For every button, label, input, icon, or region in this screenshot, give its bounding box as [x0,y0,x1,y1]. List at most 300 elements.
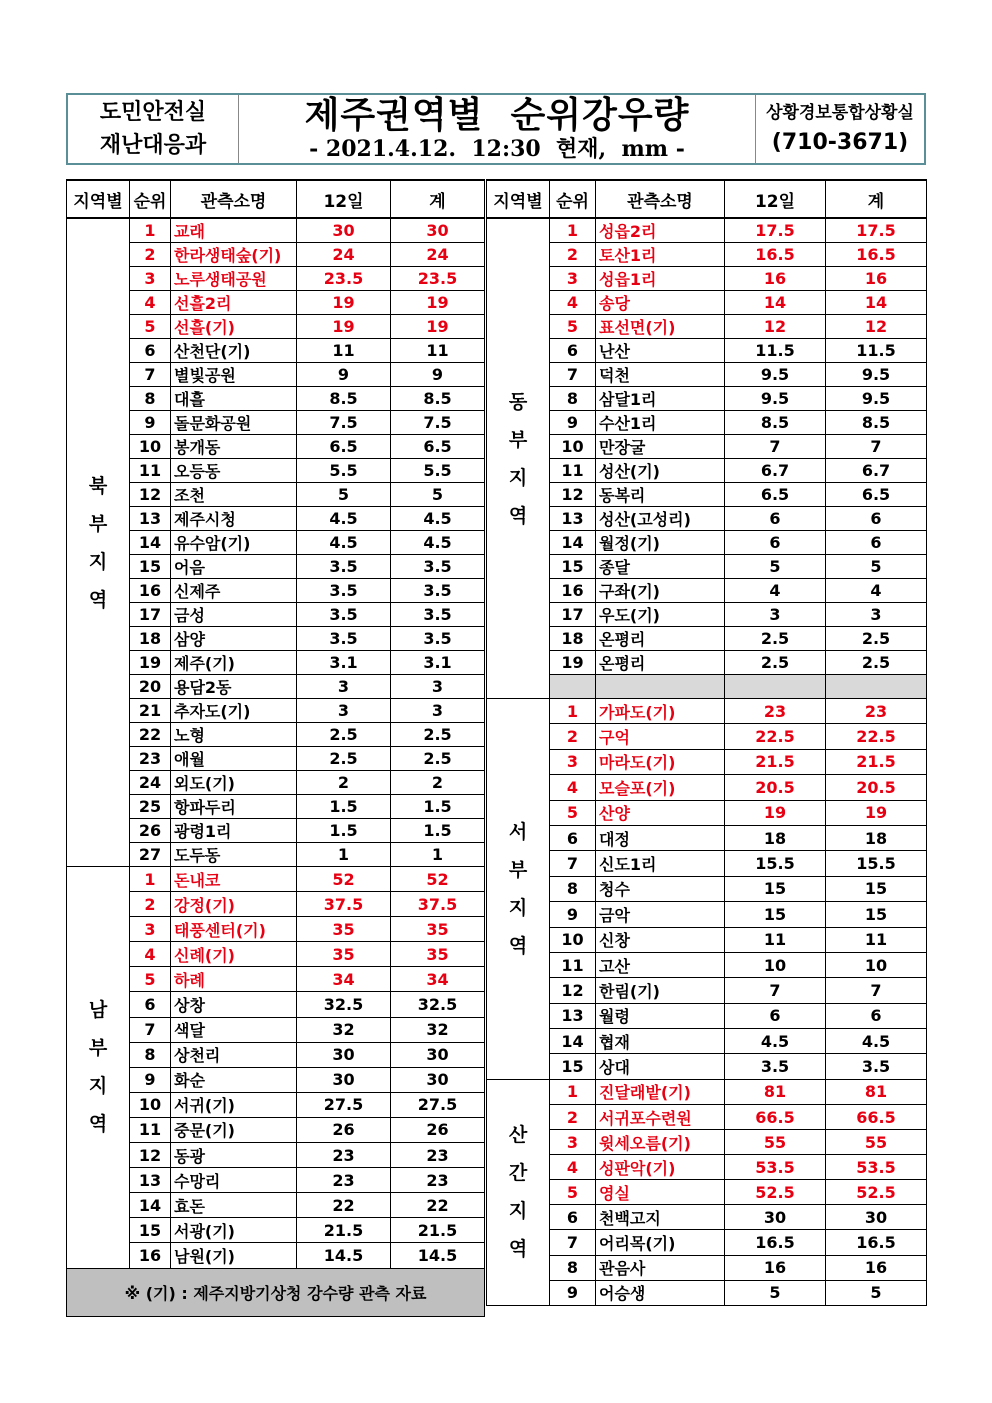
table-row [67,1243,485,1268]
station-cell: 모슬포(기) [596,775,725,800]
day-rain-cell: 6.5 [725,483,826,507]
day-rain-cell: 6.7 [725,459,826,483]
day-rain-cell: 9.5 [725,387,826,411]
station-cell: 금성 [171,603,297,627]
table-row [67,315,485,339]
total-rain-cell: 52 [391,867,485,892]
total-rain-cell: 4.5 [826,1029,927,1054]
total-rain-cell: 2.5 [826,627,927,651]
rank-cell: 14 [550,1029,596,1054]
total-rain-cell: 3.5 [391,603,485,627]
day-rain-cell: 4.5 [297,531,391,555]
total-rain-cell: 3.5 [391,579,485,603]
day-rain-cell: 4.5 [725,1029,826,1054]
total-rain-cell: 81 [826,1079,927,1104]
region-char: 동 [508,390,528,413]
table-row [67,387,485,411]
day-rain-cell: 35 [297,942,391,967]
day-rain-cell: 20.5 [725,775,826,800]
rank-cell: 2 [550,243,596,267]
left-rainfall-table [66,179,485,1317]
day-rain-cell: 11 [297,339,391,363]
col-station: 관측소명 [596,180,725,218]
table-row [487,1155,927,1180]
station-cell: 협재 [596,1029,725,1054]
station-cell: 돈내코 [171,867,297,892]
station-cell: 한림(기) [596,978,725,1003]
table-row [67,483,485,507]
mountain-region-label [487,1079,550,1305]
table-row [487,724,927,749]
station-cell: 효돈 [171,1193,297,1218]
rank-cell: 8 [130,1042,171,1067]
total-rain-cell: 6 [826,507,927,531]
rank-cell: 4 [550,775,596,800]
day-rain-cell: 34 [297,967,391,992]
day-rain-cell: 16 [725,1255,826,1280]
rank-cell: 10 [130,1092,171,1117]
rank-cell: 13 [130,1168,171,1193]
total-rain-cell: 32 [391,1017,485,1042]
rank-cell: 3 [550,267,596,291]
table-row [487,825,927,850]
rank-cell: 4 [550,291,596,315]
total-rain-cell: 32.5 [391,992,485,1017]
station-cell: 별빛공원 [171,363,297,387]
station-cell: 진달래밭(기) [596,1079,725,1104]
table-row [487,339,927,363]
total-rain-cell: 10 [826,952,927,977]
total-rain-cell: 2.5 [391,747,485,771]
col-day: 12일 [297,180,391,218]
total-rain-cell: 6.5 [391,435,485,459]
table-row [67,771,485,795]
table-row [67,651,485,675]
day-rain-cell: 3.5 [725,1054,826,1079]
rank-cell: 9 [550,902,596,927]
total-rain-cell: 12 [826,315,927,339]
rank-cell: 5 [130,315,171,339]
day-rain-cell: 23.5 [297,267,391,291]
total-rain-cell: 4.5 [391,531,485,555]
table-row [67,843,485,867]
total-rain-cell: 1.5 [391,819,485,843]
rank-cell: 13 [550,1003,596,1028]
total-rain-cell: 9.5 [826,387,927,411]
rank-cell: 7 [130,1017,171,1042]
total-rain-cell: 1.5 [391,795,485,819]
station-cell: 신도1리 [596,851,725,876]
table-row [67,507,485,531]
org-line2: 재난대응과 [99,133,207,158]
table-row [67,1193,485,1218]
region-char: 역 [508,1238,528,1261]
station-cell: 금악 [596,902,725,927]
table-row [67,411,485,435]
region-char: 지 [508,896,528,919]
table-row [67,723,485,747]
rank-cell: 14 [550,531,596,555]
station-cell: 용담2동 [171,675,297,699]
table-row [67,1168,485,1193]
rank-cell: 23 [130,747,171,771]
rank-cell: 3 [550,749,596,774]
total-rain-cell: 6.7 [826,459,927,483]
station-cell: 봉개동 [171,435,297,459]
total-rain-cell: 3.5 [826,1054,927,1079]
total-rain-cell: 34 [391,967,485,992]
station-cell: 난산 [596,339,725,363]
south-region-label [67,867,130,1269]
day-rain-cell: 3.5 [297,555,391,579]
total-rain-cell: 30 [826,1205,927,1230]
table-row [487,1205,927,1230]
rank-cell: 7 [550,851,596,876]
day-rain-cell: 11.5 [725,339,826,363]
day-rain-cell: 14 [725,291,826,315]
day-rain-cell: 27.5 [297,1092,391,1117]
day-rain-cell: 3 [297,675,391,699]
rank-cell: 18 [550,627,596,651]
east-region-label [487,218,550,699]
table-row [67,1092,485,1117]
table-row [67,819,485,843]
day-rain-cell: 22 [297,1193,391,1218]
day-rain-cell: 19 [725,800,826,825]
station-cell: 서귀(기) [171,1092,297,1117]
north-region-label [67,218,130,867]
total-rain-cell: 8.5 [826,411,927,435]
station-cell: 관음사 [596,1255,725,1280]
total-rain-cell: 19 [391,315,485,339]
rank-cell: 21 [130,699,171,723]
total-rain-cell: 4.5 [391,507,485,531]
station-cell: 마라도(기) [596,749,725,774]
day-rain-cell: 11 [725,927,826,952]
rank-cell: 10 [550,927,596,952]
day-rain-cell: 66.5 [725,1104,826,1129]
day-rain-cell: 1 [297,843,391,867]
day-rain-cell: 2.5 [725,651,826,675]
day-rain-cell: 18 [725,825,826,850]
station-cell: 색달 [171,1017,297,1042]
report-header [66,93,926,165]
station-cell: 수망리 [171,1168,297,1193]
table-row [67,555,485,579]
total-rain-cell: 5.5 [391,459,485,483]
region-char: 부 [88,512,108,535]
day-rain-cell: 81 [725,1079,826,1104]
rank-cell: 3 [130,267,171,291]
station-cell: 강정(기) [171,892,297,917]
total-rain-cell: 5 [826,555,927,579]
table-row [67,699,485,723]
station-cell: 덕천 [596,363,725,387]
day-rain-cell: 53.5 [725,1155,826,1180]
table-row [487,775,927,800]
station-cell: 서광(기) [171,1218,297,1243]
day-rain-cell: 32 [297,1017,391,1042]
table-row [487,1280,927,1305]
station-cell: 상천리 [171,1042,297,1067]
rank-cell: 13 [550,507,596,531]
rank-cell: 11 [550,459,596,483]
station-cell: 가파도(기) [596,699,725,724]
station-cell: 대정 [596,825,725,850]
table-row [487,699,927,724]
total-rain-cell: 3.5 [391,555,485,579]
day-rain-cell: 5 [725,555,826,579]
station-cell: 선흘2리 [171,291,297,315]
region-char: 지 [508,1200,528,1223]
total-rain-cell: 23.5 [391,267,485,291]
table-row [67,1067,485,1092]
day-rain-cell: 2.5 [297,723,391,747]
total-rain-cell: 15 [826,876,927,901]
rank-cell: 13 [130,507,171,531]
day-rain-cell: 16 [725,267,826,291]
day-rain-cell: 2 [297,771,391,795]
rank-cell: 15 [550,555,596,579]
day-rain-cell: 3.5 [297,603,391,627]
total-rain-cell: 19 [826,800,927,825]
station-cell: 만장굴 [596,435,725,459]
day-rain-cell: 3.5 [297,579,391,603]
rank-cell: 15 [130,1218,171,1243]
table-row [67,267,485,291]
day-rain-cell: 2.5 [297,747,391,771]
total-rain-cell: 23 [391,1168,485,1193]
rank-cell: 16 [550,579,596,603]
day-rain-cell: 6 [725,1003,826,1028]
blank-cell [550,675,596,699]
day-rain-cell: 8.5 [297,387,391,411]
table-row [487,315,927,339]
station-cell: 표선면(기) [596,315,725,339]
rank-cell: 12 [550,483,596,507]
rank-cell: 2 [130,243,171,267]
table-row [487,902,927,927]
rank-cell: 8 [130,387,171,411]
west-region-label [487,699,550,1080]
total-rain-cell: 52.5 [826,1180,927,1205]
rank-cell: 14 [130,531,171,555]
day-rain-cell: 30 [725,1205,826,1230]
rank-cell: 3 [550,1130,596,1155]
total-rain-cell: 6 [826,531,927,555]
col-station: 관측소명 [171,180,297,218]
total-rain-cell: 16.5 [826,243,927,267]
col-rank: 순위 [550,180,596,218]
table-row [487,978,927,1003]
table-row [67,459,485,483]
total-rain-cell: 55 [826,1130,927,1155]
total-rain-cell: 11 [391,339,485,363]
station-cell: 어음 [171,555,297,579]
table-row [487,531,927,555]
rank-cell: 16 [130,579,171,603]
rank-cell: 20 [130,675,171,699]
total-rain-cell: 3.1 [391,651,485,675]
day-rain-cell: 35 [297,917,391,942]
table-row [487,627,927,651]
station-cell: 남원(기) [171,1243,297,1268]
table-row [487,218,927,243]
total-rain-cell: 3 [391,699,485,723]
station-cell: 구억 [596,724,725,749]
col-total: 계 [391,180,485,218]
col-day: 12일 [725,180,826,218]
station-cell: 월정(기) [596,531,725,555]
station-cell: 종달 [596,555,725,579]
total-rain-cell: 15.5 [826,851,927,876]
day-rain-cell: 6.5 [297,435,391,459]
table-row [487,555,927,579]
day-rain-cell: 37.5 [297,892,391,917]
day-rain-cell: 30 [297,218,391,243]
table-row [487,483,927,507]
station-cell: 온평리 [596,651,725,675]
total-rain-cell: 14 [826,291,927,315]
total-rain-cell: 9 [391,363,485,387]
table-row [487,243,927,267]
station-cell: 어승생 [596,1280,725,1305]
rank-cell: 9 [550,1280,596,1305]
region-char: 부 [88,1037,108,1060]
station-cell: 성읍1리 [596,267,725,291]
rank-cell: 5 [550,800,596,825]
station-cell: 상창 [171,992,297,1017]
table-row [67,867,485,892]
region-char: 역 [88,1113,108,1136]
total-rain-cell: 5 [826,1280,927,1305]
day-rain-cell: 23 [297,1143,391,1168]
region-char: 지 [88,550,108,573]
blank-cell [826,675,927,699]
left-header-row [67,180,485,218]
day-rain-cell: 1.5 [297,795,391,819]
station-cell: 제주시청 [171,507,297,531]
station-cell: 화순 [171,1067,297,1092]
day-rain-cell: 3 [725,603,826,627]
total-rain-cell: 1 [391,843,485,867]
rank-cell: 6 [550,825,596,850]
rank-cell: 26 [130,819,171,843]
rank-cell: 11 [130,459,171,483]
day-rain-cell: 24 [297,243,391,267]
total-rain-cell: 16 [826,267,927,291]
station-cell: 신제주 [171,579,297,603]
table-row [487,800,927,825]
rank-cell: 1 [130,218,171,243]
day-rain-cell: 30 [297,1067,391,1092]
station-cell: 중문(기) [171,1117,297,1142]
right-rainfall-table [486,179,927,1306]
table-row [487,1230,927,1255]
rank-cell: 15 [130,555,171,579]
day-rain-cell: 30 [297,1042,391,1067]
day-rain-cell: 14.5 [297,1243,391,1268]
total-rain-cell: 21.5 [826,749,927,774]
total-rain-cell: 30 [391,1042,485,1067]
station-cell: 성산(고성리) [596,507,725,531]
table-row [487,603,927,627]
total-rain-cell: 66.5 [826,1104,927,1129]
total-rain-cell: 21.5 [391,1218,485,1243]
col-region: 지역별 [487,180,550,218]
station-cell: 산양 [596,800,725,825]
rank-cell: 2 [550,724,596,749]
rank-cell: 12 [130,483,171,507]
station-cell: 돌문화공원 [171,411,297,435]
day-rain-cell: 5.5 [297,459,391,483]
region-char: 서 [508,820,528,843]
station-cell: 교래 [171,218,297,243]
region-char: 역 [88,588,108,611]
region-char: 지 [88,1075,108,1098]
total-rain-cell: 35 [391,942,485,967]
day-rain-cell: 3.1 [297,651,391,675]
table-row [67,579,485,603]
total-rain-cell: 9.5 [826,363,927,387]
day-rain-cell: 22.5 [725,724,826,749]
rank-cell: 4 [130,942,171,967]
rank-cell: 6 [130,339,171,363]
total-rain-cell: 3 [391,675,485,699]
station-cell: 조천 [171,483,297,507]
table-row [67,1017,485,1042]
table-row [487,1054,927,1079]
rank-cell: 1 [550,699,596,724]
day-rain-cell: 7.5 [297,411,391,435]
day-rain-cell: 4.5 [297,507,391,531]
rank-cell: 19 [130,651,171,675]
table-row [67,339,485,363]
rank-cell: 6 [130,992,171,1017]
rank-cell: 15 [550,1054,596,1079]
day-rain-cell: 19 [297,315,391,339]
station-cell: 신례(기) [171,942,297,967]
rank-cell: 9 [550,411,596,435]
total-rain-cell: 7.5 [391,411,485,435]
total-rain-cell: 2.5 [391,723,485,747]
region-char: 북 [88,474,108,497]
day-rain-cell: 10 [725,952,826,977]
day-rain-cell: 7 [725,435,826,459]
total-rain-cell: 15 [826,902,927,927]
org-line1: 도민안전실 [99,100,207,125]
station-cell: 성판악(기) [596,1155,725,1180]
col-rank: 순위 [130,180,171,218]
day-rain-cell: 7 [725,978,826,1003]
table-row [67,992,485,1017]
region-char: 산 [508,1124,528,1147]
table-row [487,851,927,876]
region-char: 역 [508,934,528,957]
day-rain-cell: 9.5 [725,363,826,387]
total-rain-cell: 22.5 [826,724,927,749]
total-rain-cell: 19 [391,291,485,315]
rank-cell: 5 [550,1180,596,1205]
table-row [67,1218,485,1243]
table-row [487,1130,927,1155]
station-cell: 윗세오름(기) [596,1130,725,1155]
table-row [487,267,927,291]
day-rain-cell: 15.5 [725,851,826,876]
station-cell: 고산 [596,952,725,977]
rank-cell: 1 [550,218,596,243]
table-row [487,1079,927,1104]
